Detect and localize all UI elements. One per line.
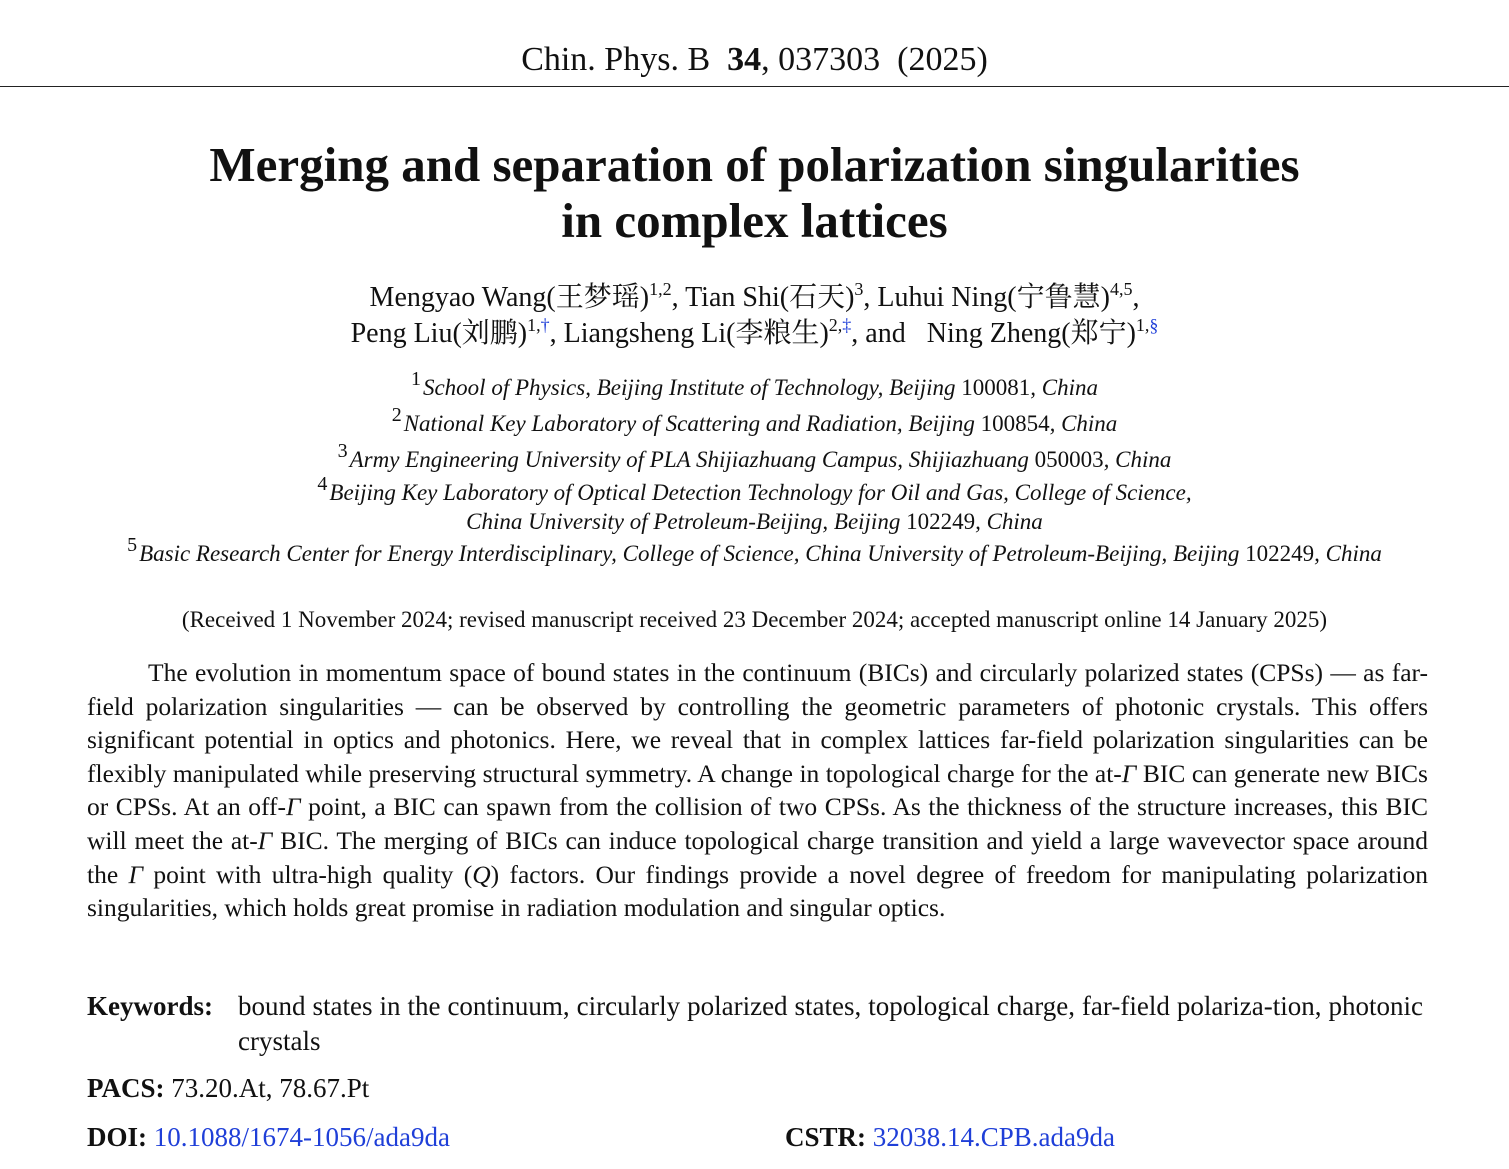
author-name: Ning Zheng(郑宁) [926, 318, 1136, 349]
affiliation-item: $^2$National Key Laboratory of Scattering and Radiation, Beijing 100854, China [391, 404, 1118, 436]
journal-header [0, 40, 1509, 80]
doi-label: DOI: [87, 1122, 147, 1152]
keywords-text: bound states in the continuum, circularly polarized states, topological charge, far-field polariza-tion, photonic crystals [238, 991, 1423, 1056]
cstr-label: CSTR: [785, 1122, 867, 1152]
corresponding-mark-link[interactable]: ‡ [842, 315, 852, 335]
author-name: Tian Shi(石天) [685, 282, 855, 313]
author-affiliation: 1,2 [649, 279, 672, 299]
author-affiliation: 2,‡ [828, 315, 852, 335]
author-separator: , [671, 282, 686, 313]
paper-title [0, 137, 1509, 249]
author-name: Luhui Ning(宁鲁慧) [877, 282, 1110, 313]
journal-year: (2025) [897, 41, 988, 78]
pacs-label: PACS: [87, 1073, 165, 1103]
doi-section [87, 1120, 450, 1155]
header-divider [0, 86, 1509, 87]
author-conjunction: and [865, 318, 906, 349]
author-line-1 [0, 280, 1509, 316]
title-line-1: Merging and separation of polarization singularities [209, 137, 1300, 192]
corresponding-mark-link[interactable]: § [1149, 315, 1159, 335]
journal-article-number: , 037303 [761, 41, 881, 78]
author-affiliation: 4,5 [1109, 279, 1133, 299]
abstract: The evolution in momentum space of bound states in the continuum (BICs) and circularly polarized states (CPSs) — as far-field polarization singularities — can be observed by controlling the geometric parameters of photonic crystals. This offers significant potential in optics and photonics. Here, we reveal that in complex lattices far-field polarization singularities can be flexibly manipulated while preserving structural symmetry. A change in topological charge for the at-Γ BIC can generate new BICs or CPSs. At an off-Γ point, a BIC can spawn from the collision of two CPSs. As the thickness of the structure increases, this BIC will meet the at-Γ BIC. The merging of BICs can induce topological charge transition and yield a large wavevector space around the Γ point with ultra-high quality (Q) factors. Our findings provide a novel degree of freedom for manipulating polarization singularities, which holds great promise in radiation modulation and singular optics. [87, 658, 1429, 923]
author-name: Peng Liu(刘鹏) [350, 318, 528, 349]
journal-name: Chin. Phys. B [521, 41, 711, 78]
author-name: Mengyao Wang(王梦瑶) [369, 282, 650, 313]
author-separator: , [863, 282, 878, 313]
author-separator: , [1132, 282, 1140, 313]
corresponding-mark-link[interactable]: † [540, 315, 550, 335]
pacs-section [87, 1071, 369, 1106]
title-line-2: in complex lattices [561, 193, 948, 248]
author-affiliation: 3 [854, 279, 864, 299]
author-line-2 [0, 316, 1509, 352]
keywords-label: Keywords: [87, 991, 213, 1021]
author-separator: , [549, 318, 564, 349]
affiliation-item: $^1$School of Physics, Beijing Institute of Technology, Beijing 100081, China [410, 368, 1099, 400]
author-list [0, 280, 1509, 352]
affiliation-item-continued: China University of Petroleum-Beijing, Beijing 102249, China [466, 509, 1043, 534]
pacs-value: 73.20.At, 78.67.Pt [164, 1073, 370, 1103]
author-affiliation: 1,† [527, 315, 550, 335]
keywords-section [87, 989, 1428, 1059]
author-separator: , [851, 318, 866, 349]
affiliation-item: $^4$Beijing Key Laboratory of Optical Detection Technology for Oil and Gas, College of Science, [317, 473, 1192, 505]
cstr-section [785, 1120, 1115, 1155]
doi-link[interactable]: 10.1088/1674-1056/ada9da [153, 1122, 450, 1152]
author-name: Liangsheng Li(李粮生) [563, 318, 829, 349]
received-dates: (Received 1 November 2024; revised manuscript received 23 December 2024; accepted manuscript online 14 January 2025) [181, 607, 1328, 632]
cstr-link[interactable]: 32038.14.CPB.ada9da [872, 1122, 1116, 1152]
author-affiliation: 1,§ [1135, 315, 1159, 335]
affiliation-list [0, 370, 1509, 572]
affiliation-item: $^5$Basic Research Center for Energy Interdisciplinary, College of Science, China University of Petroleum-Beijing, Beijing 102249, China [127, 534, 1382, 566]
journal-volume: 34 [727, 41, 762, 78]
affiliation-item: $^3$Army Engineering University of PLA Shijiazhuang Campus, Shijiazhuang 050003, China [337, 440, 1172, 472]
